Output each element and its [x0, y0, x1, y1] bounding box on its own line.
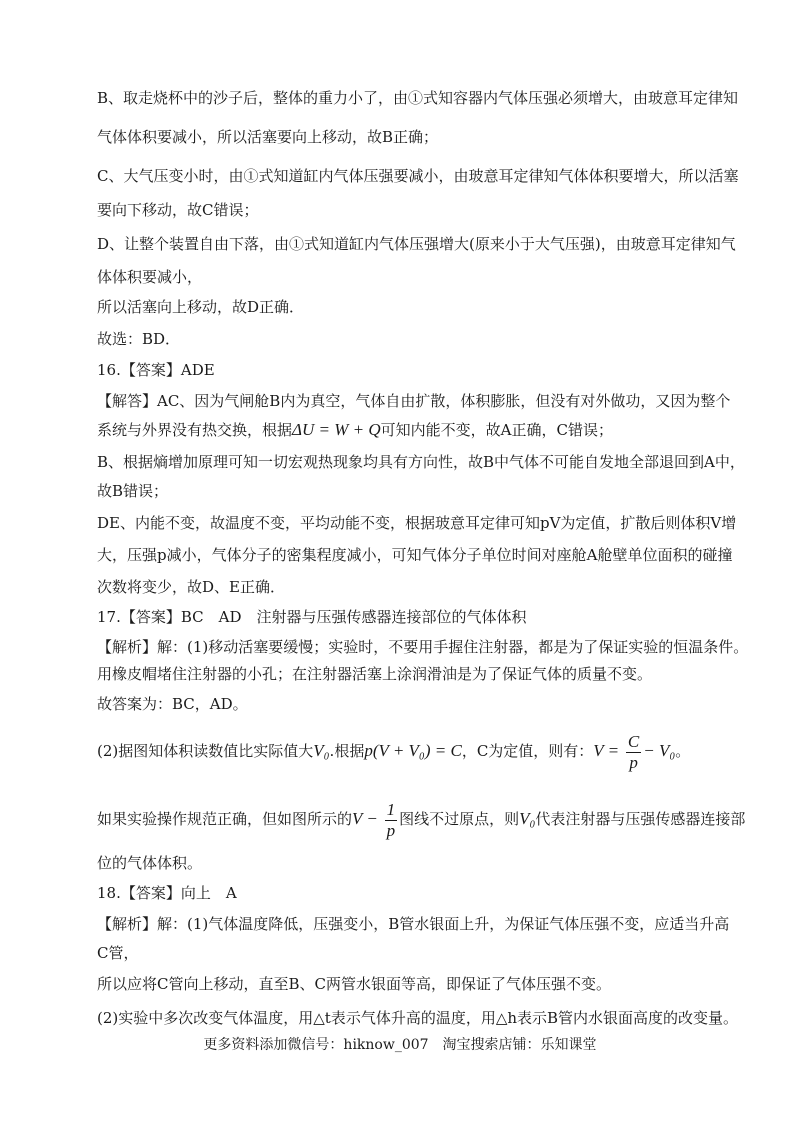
text-line: 次数将变少，故D、E正确．: [97, 578, 285, 596]
formula-line: (2)据图知体积读数值比实际值大V₀.根据p(V + V₀) = C，C为定值，则有：V = $\frac{C}{p}$ − V₀。: [97, 731, 691, 772]
formula: p(V + V₀) = C: [364, 741, 462, 760]
text-line: 所以活塞向上移动，故D正确．: [97, 298, 305, 316]
text-line: 【解析】解：(1)气体温度降低，压强变小，B管水银面上升，为保证气体压强不变，应适当升高: [97, 915, 730, 933]
text-line: 体体积要减小，: [97, 268, 203, 286]
text-line: 【解析】解：(1)移动活塞要缓慢；实验时，不要用手握住注射器，都是为了保证实验的恒温条件。: [97, 638, 749, 656]
text-line: 故B错误；: [97, 482, 169, 500]
text-line: 大，压强p减小，气体分子的密集程度减小，可知气体分子单位时间对座舱A舱壁单位面积的碰撞: [97, 546, 733, 564]
text-line: DE、内能不变，故温度不变，平均动能不变，根据玻意耳定律可知pV为定值，扩散后则体积V增: [97, 514, 737, 532]
text-line: 故答案为：BC，AD。: [97, 695, 248, 713]
answer-heading-18: 18.【答案】向上 A: [97, 884, 237, 902]
text-line: 用橡皮帽堵住注射器的小孔；在注射器活塞上涂润滑油是为了保证气体的质量不变。: [97, 665, 653, 683]
text-line: 故选：BD．: [97, 330, 181, 348]
text-line: D、让整个装置自由下落，由①式知道缸内气体压强增大(原来小于大气压强)，由玻意耳定律知气: [97, 235, 736, 253]
answer-heading-16: 16.【答案】ADE: [97, 361, 215, 379]
text-line: 位的气体体积。: [97, 854, 203, 872]
text-line: 系统与外界没有热交换，根据ΔU = W + Q可知内能不变，故A正确，C错误；: [97, 420, 613, 439]
text-line: 【解答】AC、因为气闸舱B内为真空，气体自由扩散，体积膨胀，但没有对外做功，又因为整个: [97, 392, 731, 410]
text-line: (2)实验中多次改变气体温度，用△t表示气体升高的温度，用△h表示B管内水银面高度的改变量。: [97, 1009, 739, 1027]
fraction: $\frac{C}{p}$: [627, 731, 640, 772]
text-line: C管，: [97, 944, 139, 962]
fraction: $\frac{1}{p}$: [386, 799, 396, 840]
page-footer: 更多资料添加微信号：hiknow_007 淘宝搜索店铺：乐知课堂: [203, 1037, 597, 1053]
formula-line: 如果实验操作规范正确，但如图所示的V − $\frac{1}{p}$ 图线不过原点，则V₀代表注射器与压强传感器连接部: [97, 799, 746, 840]
formula: ΔU = W + Q: [292, 420, 381, 439]
text-line: B、取走烧杯中的沙子后，整体的重力小了，由①式知容器内气体压强必须增大，由玻意耳定律知: [97, 89, 739, 107]
text-line: B、根据熵增加原理可知一切宏观热现象均具有方向性，故B中气体不可能自发地全部退回到A中，: [97, 453, 745, 471]
text-line: 要向下移动，故C错误；: [97, 201, 259, 219]
answer-heading-17: 17.【答案】BC AD 注射器与压强传感器连接部位的气体体积: [97, 608, 527, 626]
text-line: 气体体积要减小，所以活塞要向上移动，故B正确；: [97, 128, 439, 146]
text-line: 所以应将C管向上移动，直至B、C两管水银面等高，即保证了气体压强不变。: [97, 975, 611, 993]
text-line: C、大气压变小时，由①式知道缸内气体压强要减小，由玻意耳定律知气体体积要增大，所以活塞: [97, 167, 739, 185]
